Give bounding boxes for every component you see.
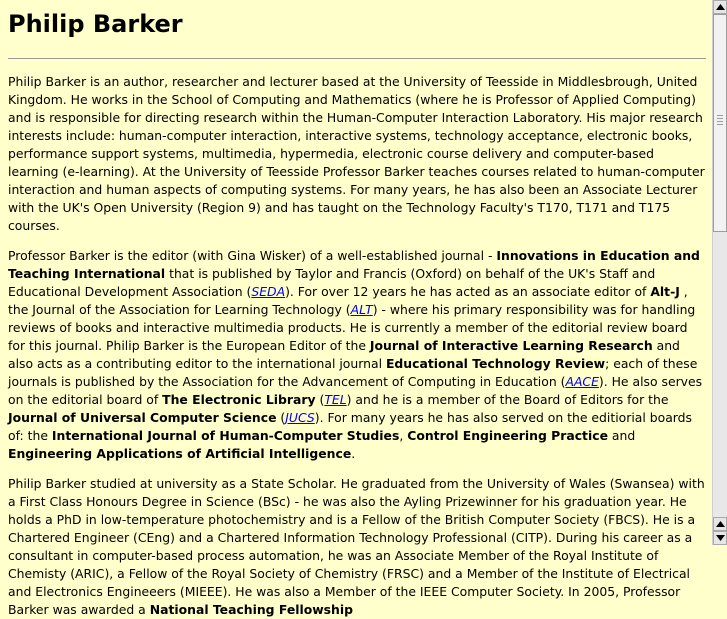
text: ; each of these journals is published by the Association for the Advancement of Computing in Education ( [8,356,698,389]
page-title: Philip Barker [8,10,183,38]
arrow-down-icon [716,535,725,541]
link-tel[interactable]: TEL [324,392,347,407]
award-ntf: National Teaching Fellowship [149,602,353,617]
text: and [607,428,636,443]
text: and also acts as a contributing editor to the international journal [8,338,680,371]
scroll-up-top-button[interactable] [713,0,727,14]
arrow-up-icon [716,521,725,527]
journal-control-engineering: Control Engineering Practice [407,428,608,443]
journal-innovations: Innovations in Education and Teaching International [8,248,700,281]
journal-ed-tech-review: Educational Technology Review [385,356,606,371]
grip-icon [717,115,723,127]
journal-ijhcs: International Journal of Human-Computer Studies [51,428,400,443]
paragraph-editorial [8,247,708,463]
text: that is published by Taylor and Francis (Oxford) on behalf of the UK's Staff and Educational Development Association ( [8,266,656,299]
text: , [399,428,408,443]
journal-alt-j: Alt-J [650,284,680,299]
scroll-down-button[interactable] [713,531,727,545]
journal-interactive-learning: Journal of Interactive Learning Research [369,338,653,353]
text: ). For many years he has also served on the editiorial boards of: the [8,410,692,443]
title-divider [8,58,706,59]
journal-jucs: Journal of Universal Computer Science [8,410,277,425]
journal-electronic-library: The Electronic Library [162,392,316,407]
text: . [351,446,356,461]
link-aace[interactable]: AACE [565,374,599,389]
arrow-up-icon [716,4,725,10]
text: ( [315,392,325,407]
link-alt[interactable]: ALT [350,302,373,317]
scroll-up-button[interactable] [713,517,727,531]
text: , the Journal of the Association for Learning Technology ( [8,284,688,317]
text: ) and he is a member of the Board of Editors for the [346,392,669,407]
link-seda[interactable]: SEDA [251,284,286,299]
journal-eaai: Engineering Applications of Artificial Intelligence [8,446,352,461]
paragraph-intro: Philip Barker is an author, researcher and lecturer based at the University of Teesside in Middlesbrough, United Kingdom. He works in the School of Computing and Mathematics (where he is Professor of Applied Computing) and is responsible for directing research within the Human-Computer Interaction Laboratory. His major research interests include: human-computer interaction, interactive systems, technology acceptance, electronic books, performance support systems, multimedia, hypermedia, electronic course delivery and computer-based learning (e-learning). At the University of Teesside Professor Barker teaches courses related to human-computer interaction and human aspects of computing systems. For many years, he has also been an Associate Lecturer with the UK's Open University (Region 9) and has taught on the Technology Faculty's T170, T171 and T175 courses. [8,74,705,233]
text: ( [276,410,286,425]
scrollbar-thumb[interactable] [713,14,727,232]
text: Philip Barker studied at university as a State Scholar. He graduated from the University of Wales (Swansea) with a First Class Honours Degree in Science (BSc) - he was also the Ayling Prizewinner for his graduation year. He holds a PhD in low-temperature photochemistry and is a Fellow of the British Computer Society (FBCS). He is a Chartered Engineer (CEng) and a Chartered Information Technology Professional (CITP). During his career as a consultant in computer-based process automation, he was an Associate Member of the Royal Institute of Chemisty (ARIC), a Fellow of the Royal Society of Chemistry (FRSC) and a Member of the Institute of Electrical and Electronics Engineeers (MIEEE). He was also a Member of the IEEE Computer Society. In 2005, Professor Barker was awarded a [8,476,705,617]
text: ). For over 12 years he has acted as an associate editor of [285,284,651,299]
text: ) - where his primary responsibility was for handling reviews of books and interactive multimedia products. He is currently a member of the editorial review board for this journal. Philip Barker is the European Editor of the [8,302,696,353]
vertical-scrollbar[interactable] [712,0,727,545]
text: Professor Barker is the editor (with Gina Wisker) of a well-established journal - [8,248,497,263]
paragraph-education [8,475,708,619]
text: ). He also serves on the editorial board of [8,374,703,407]
link-jucs[interactable]: JUCS [285,410,315,425]
